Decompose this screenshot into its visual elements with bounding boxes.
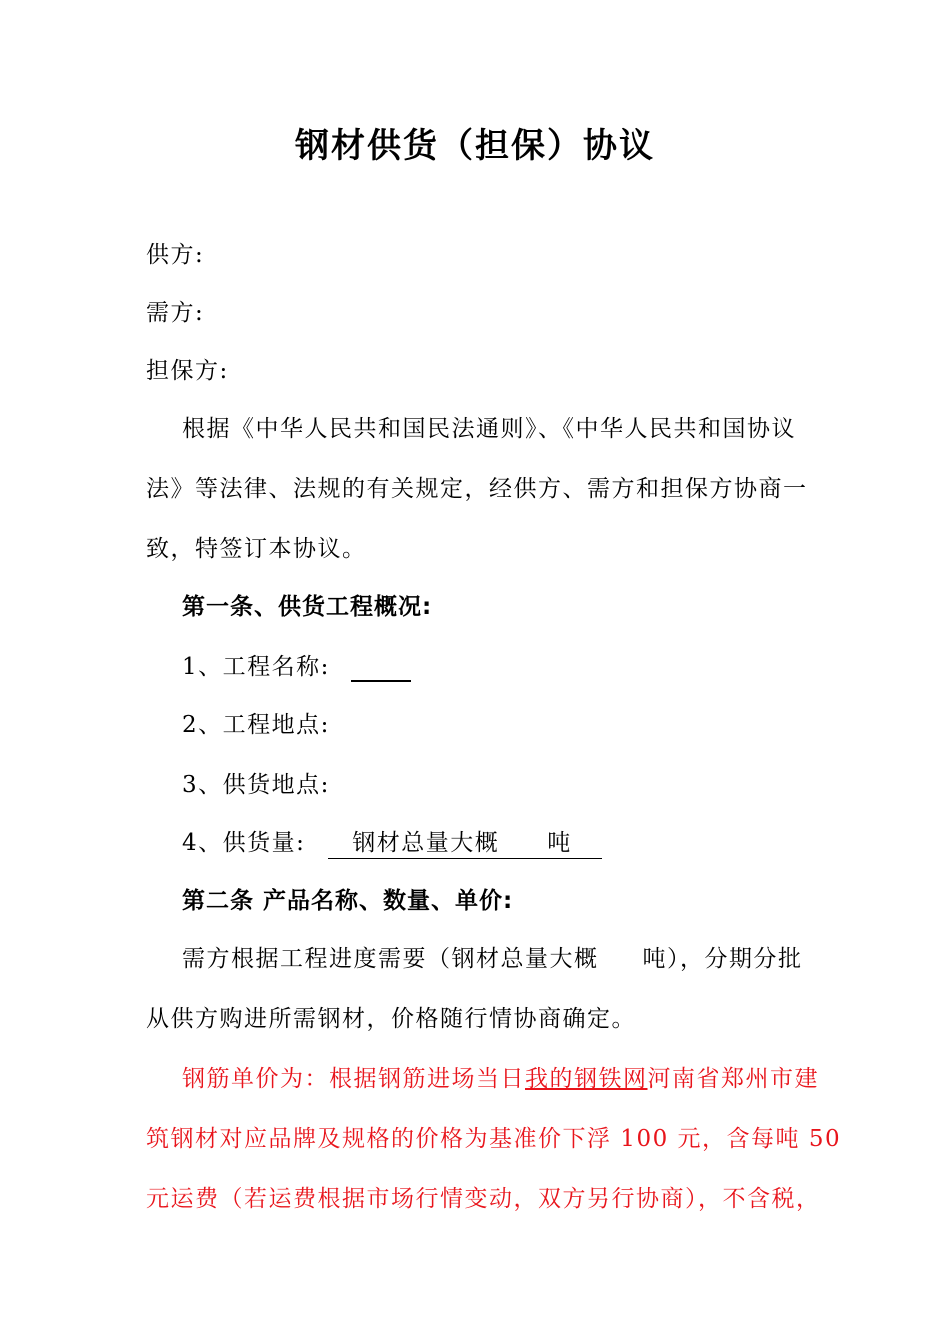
article2-para2-text-a: 钢筋单价为：根据钢筋进场当日: [182, 1066, 525, 1092]
article2-para1-line2: 从供方购进所需钢材，价格随行情协商确定。: [146, 1006, 636, 1032]
supply-quantity-label: 4、供货量:: [182, 830, 306, 856]
article2-para2-text-b: 河南省郑州市建: [647, 1066, 819, 1092]
article1-heading: 第一条、供货工程概况:: [182, 594, 433, 620]
article2-para2-line3: 元运费（若运费根据市场行情变动，双方另行协商），不含税，: [146, 1186, 821, 1212]
article1-item-delivery-location: 3、供货地点:: [182, 772, 330, 798]
article1-item-project-name: [182, 652, 411, 682]
article2-para1-text-b: 吨），分期分批: [642, 946, 803, 972]
article1-item-supply-quantity: [182, 828, 602, 859]
article2-para1-line1: [182, 944, 803, 974]
article2-para2-line2: 筑钢材对应品牌及规格的价格为基准价下浮 100 元，含每吨 50: [146, 1126, 842, 1152]
article1-item-project-location: 2、工程地点:: [182, 712, 330, 738]
guarantor-label: 担保方:: [146, 358, 229, 384]
article2-heading: 第二条 产品名称、数量、单价:: [182, 888, 514, 914]
intro-line-3: 致，特签订本协议。: [146, 536, 367, 562]
article2-para2-line1: [182, 1064, 819, 1094]
document-title: 钢材供货（担保）协议: [295, 126, 655, 166]
source-link[interactable]: 我的钢铁网: [525, 1066, 648, 1092]
project-name-blank: [351, 658, 411, 682]
supply-quantity-field: [328, 828, 602, 859]
article2-para1-text-a: 需方根据工程进度需要（钢材总量大概: [182, 946, 599, 972]
project-name-label: 1、工程名称:: [182, 654, 330, 680]
supplier-label: 供方:: [146, 242, 205, 268]
supply-quantity-text: 钢材总量大概: [352, 830, 500, 856]
intro-line-1: 根据《中华人民共和国民法通则》、《中华人民共和国协议: [182, 416, 796, 442]
intro-line-2: 法》等法律、法规的有关规定，经供方、需方和担保方协商一: [146, 476, 808, 502]
supply-quantity-unit: 吨: [547, 830, 572, 856]
buyer-label: 需方:: [146, 300, 205, 326]
